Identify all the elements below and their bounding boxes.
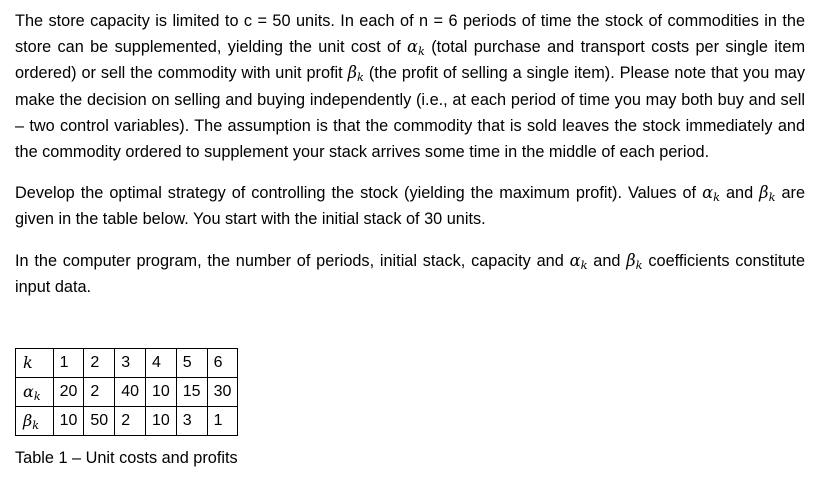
p2-text-2: and <box>720 184 760 203</box>
cost-profit-table <box>15 348 238 436</box>
beta-k-symbol: $\beta_k$ <box>759 183 776 205</box>
alpha-k-symbol: $\alpha_k$ <box>406 37 425 59</box>
beta-k-symbol: $\beta_k$ <box>626 250 643 272</box>
table-row-beta <box>16 407 238 436</box>
table-cell: 10 <box>145 378 176 407</box>
table-cell: 10 <box>53 407 84 436</box>
problem-statement <box>15 8 805 300</box>
table-cell: 10 <box>145 407 176 436</box>
table-cell: 6 <box>207 349 238 378</box>
alpha-k-symbol: $\alpha_k$ <box>569 250 588 272</box>
row-header-k: k <box>16 349 54 378</box>
table-row-alpha <box>16 378 238 407</box>
beta-k-symbol: $\beta_k$ <box>347 63 364 85</box>
table-caption: Table 1 – Unit costs and profits <box>15 449 238 467</box>
table-cell: 50 <box>84 407 115 436</box>
table-cell: 1 <box>53 349 84 378</box>
row-header-alpha-k: $\alpha_k$ <box>16 378 54 407</box>
table-cell: 3 <box>115 349 146 378</box>
table-cell: 2 <box>84 349 115 378</box>
table-cell: 4 <box>145 349 176 378</box>
table-cell: 2 <box>115 407 146 436</box>
table-cell: 5 <box>176 349 207 378</box>
table-cell: 1 <box>207 407 238 436</box>
p1-text-2: (total purchase and transport costs per single item ordered) or sell the commodity with unit profit <box>15 38 806 83</box>
p2-text-1: Develop the optimal strategy of controlling the stock (yielding the maximum profit). Values of <box>15 184 703 203</box>
p1-text-1: The store capacity is limited to c = 50 units. In each of n = 6 periods of time the stock of commodities in the store can be supplemented, yielding the unit cost of <box>15 12 805 57</box>
paragraph-task <box>15 180 805 232</box>
paragraph-problem <box>15 8 805 165</box>
alpha-k-symbol: $\alpha_k$ <box>702 183 720 205</box>
p3-text-1: In the computer program, the number of periods, initial stack, capacity and <box>15 251 570 270</box>
table-cell: 20 <box>53 378 84 407</box>
table-cell: 40 <box>115 378 146 407</box>
table-cell: 30 <box>207 378 238 407</box>
p2-text-3: are given in the table below. You start with the initial stack of 30 units. <box>15 184 805 229</box>
p3-text-2: and <box>587 251 627 270</box>
row-header-beta-k: $\beta_k$ <box>16 407 54 436</box>
paragraph-program <box>15 248 805 300</box>
p3-text-3: coefficients constitute input data. <box>15 251 805 296</box>
table-cell: 15 <box>176 378 207 407</box>
p1-text-3: (the profit of selling a single item). Please note that you may make the decision on selling and buying independently (i.e., at each period of time you may both buy and sell – two control variables). The assumption is that the commodity that is sold leaves the stock immediately and the commodity ordered to supplement your stack arrives some time in the middle of each period. <box>15 64 805 162</box>
table-cell: 2 <box>84 378 115 407</box>
table-row-k <box>16 349 238 378</box>
table-cell: 3 <box>176 407 207 436</box>
